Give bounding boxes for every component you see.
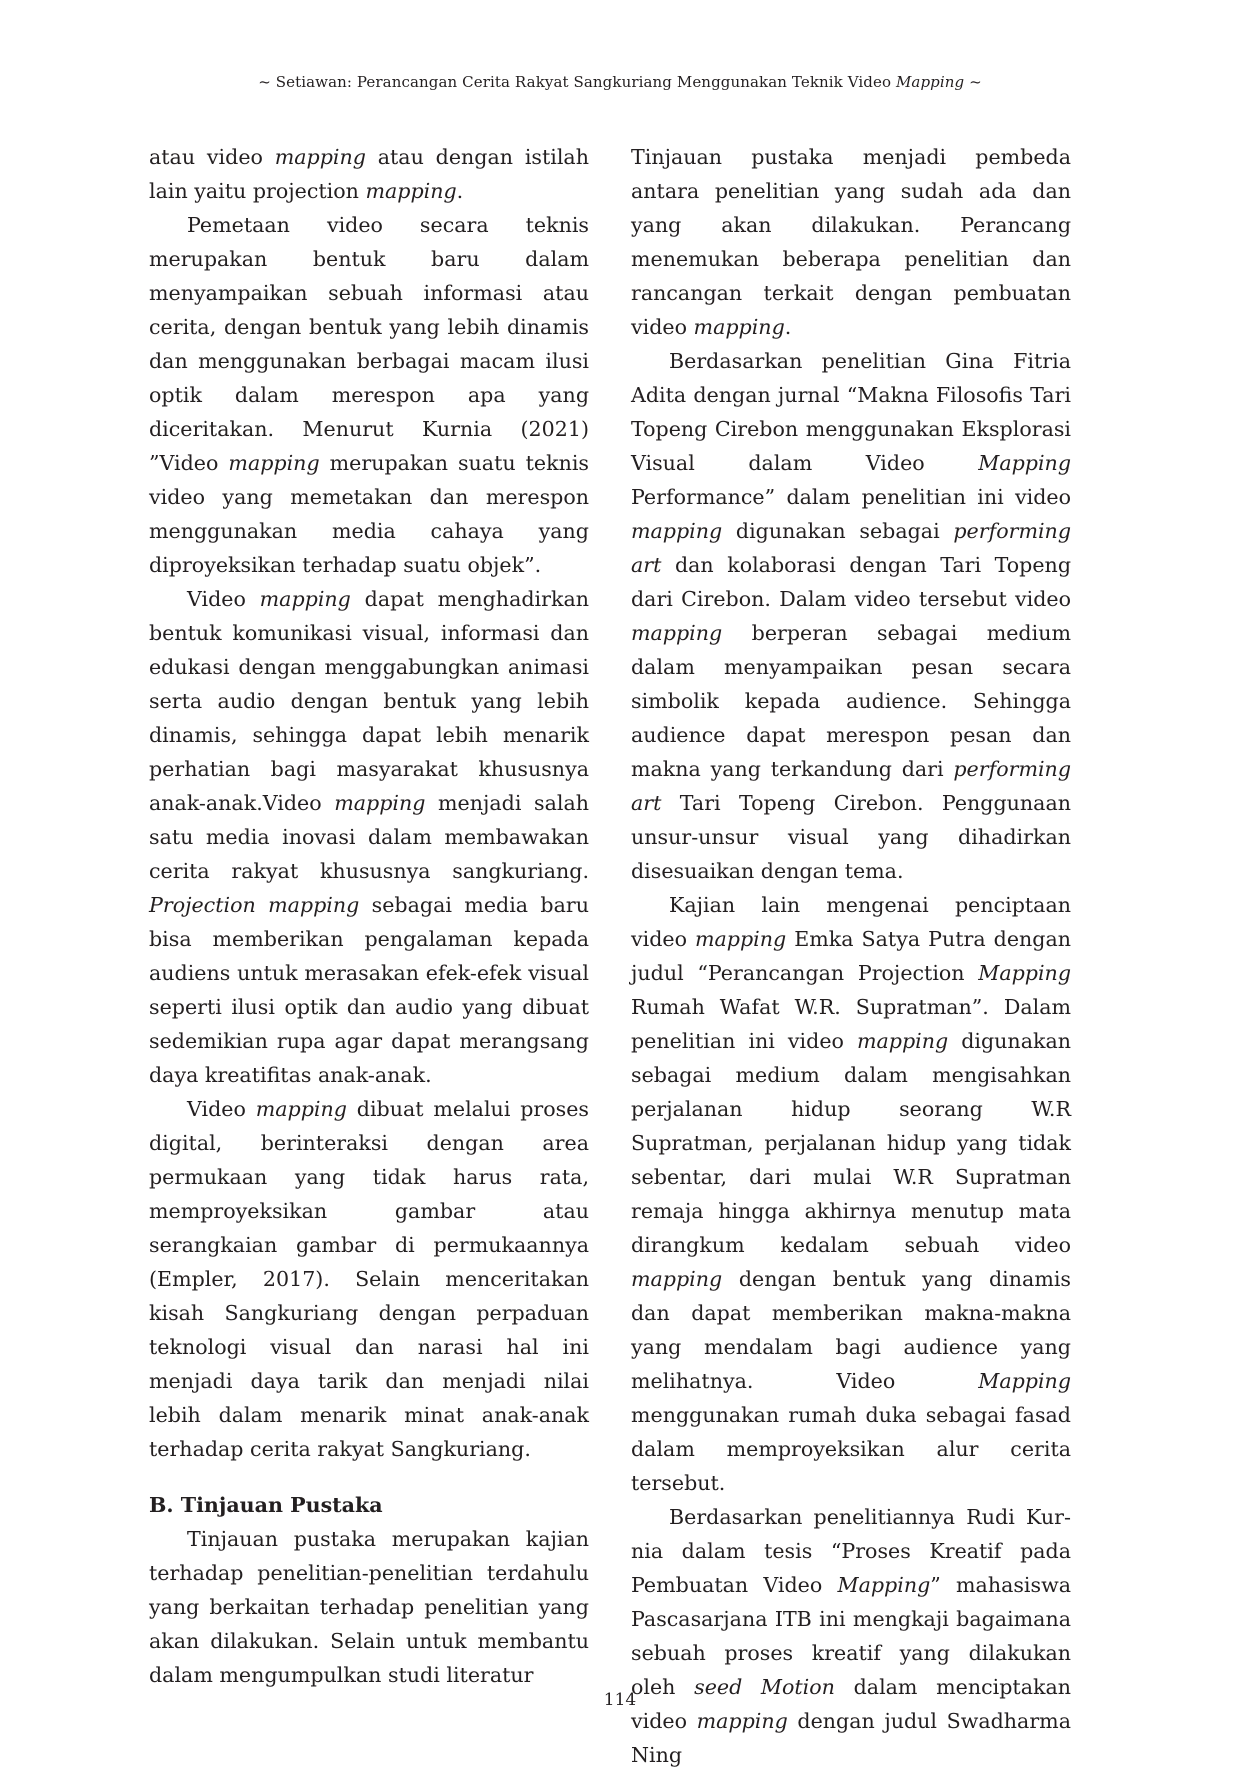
- italic-text: performing art: [631, 519, 1071, 577]
- italic-text: mapping: [334, 791, 426, 815]
- text-run: Emka Satya Putra dengan judul “Perancangan Projection: [631, 927, 1071, 985]
- text-run: Video: [187, 1097, 256, 1121]
- text-run: dengan judul Swadharma Ning: [631, 1709, 1071, 1767]
- italic-text: mapping: [631, 621, 723, 645]
- italic-text: performing art: [631, 757, 1071, 815]
- section-heading: B. Tinjauan Pustaka: [149, 1493, 383, 1517]
- italic-text: mapping: [695, 927, 787, 951]
- text-run: Performance” dalam penelitian ini video: [631, 485, 1071, 509]
- text-run: .: [456, 179, 464, 203]
- text-run: menggunakan rumah duka sebagai fasad dalam memproyeksikan alur cerita tersebut.: [631, 1403, 1071, 1495]
- text-run: dibuat melalui proses digital, berinteraksi dengan area permukaan yang tidak harus rata, memproyeksikan gambar atau serangkaian gambar di permukaannya (Empler, 2017). Selain menceritakan kisah Sangkuriang dengan perpaduan teknologi visual dan narasi hal ini menjadi daya tarik dan menjadi nilai lebih dalam menarik minat anak-anak terhadap cerita rakyat Sangkuriang.: [149, 1097, 589, 1461]
- left-column: [149, 140, 589, 1692]
- text-run: merupakan suatu teknis video yang memetakan dan merespon menggunakan media cahaya yang diproyeksikan terhadap suatu objek”.: [149, 451, 589, 577]
- running-title-italic: Mapping: [895, 73, 965, 91]
- text-run: Video: [187, 587, 260, 611]
- text-run: dalam menciptakan video: [631, 1675, 1071, 1733]
- italic-text: mapping: [365, 179, 457, 203]
- italic-text: mapping: [856, 1029, 949, 1053]
- running-title-prefix: ~ Setiawan: Perancangan Cerita Rakyat Sangkuriang Menggunakan Teknik Video: [258, 73, 896, 91]
- text-run: atau dengan istilah lain yaitu projection: [149, 145, 589, 203]
- text-run: Berdasarkan penelitiannya Rudi Kurnia dalam tesis “Proses Kreatif pada Pembuatan Video: [631, 1505, 1071, 1597]
- right-column: [631, 140, 1071, 1772]
- text-run: Tari Topeng Cirebon. Penggunaan unsur-unsur visual yang dihadirkan disesuaikan dengan tema.: [631, 791, 1071, 883]
- text-run: Rumah Wafat W.R. Supratman”. Dalam penelitian ini video: [631, 995, 1071, 1053]
- text-run: ” mahasiswa Pascasarjana ITB ini mengkaji bagaimana sebuah proses kreatif yang dilakukan oleh: [631, 1573, 1071, 1699]
- paragraph: [149, 140, 589, 208]
- text-run: digunakan sebagai medium dalam mengisahkan perjalanan hidup seorang W.R Supratman, perjalanan hidup yang tidak sebentar, dari mulai W.R Supratman remaja hingga akhirnya menutup mata dirangkum kedalam sebuah video: [631, 1029, 1071, 1257]
- paragraph: [631, 1500, 1071, 1772]
- italic-text: seed Motion: [694, 1675, 835, 1699]
- text-run: dan kolaborasi dengan Tari Topeng dari Cirebon. Dalam video tersebut video: [631, 553, 1071, 611]
- italic-text: mapping: [274, 145, 366, 169]
- italic-text: mapping: [631, 1267, 723, 1291]
- text-run: Berdasarkan penelitian Gina Fitria Adita dengan jurnal “Makna Filosofis Tari Topeng Cirebon menggunakan Eksplorasi Visual dalam Video: [631, 349, 1071, 475]
- text-run: digunakan sebagai: [722, 519, 954, 543]
- paragraph: [631, 888, 1071, 1500]
- text-run: atau video: [149, 145, 275, 169]
- paragraph: [631, 344, 1071, 888]
- text-run: berperan sebagai medium dalam menyampaikan pesan secara simbolik kepada audience. Sehingga audience dapat merespon pesan dan makna yang terkandung dari: [631, 621, 1071, 781]
- italic-text: mapping: [255, 1097, 347, 1121]
- running-header: [0, 73, 1240, 91]
- italic-text: Mapping: [837, 1573, 931, 1597]
- running-title-suffix: ~: [964, 73, 982, 91]
- italic-text: mapping: [631, 519, 723, 543]
- paragraph: [631, 140, 1071, 344]
- page-number: 114: [603, 1690, 637, 1710]
- paragraph: [149, 208, 589, 582]
- text-run: menjadi salah satu media inovasi dalam membawakan cerita rakyat khususnya sangkuriang.: [149, 791, 589, 883]
- italic-text: Mapping: [978, 1369, 1071, 1393]
- italic-text: Mapping: [978, 451, 1071, 475]
- italic-text: mapping: [228, 451, 320, 475]
- text-run: Kajian lain mengenai penciptaan video: [631, 893, 1071, 951]
- paragraph: [149, 582, 589, 1092]
- text-run: Tinjauan pustaka merupakan kajian terhadap penelitian-penelitian terdahulu yang berkaitan terhadap penelitian yang akan dilakukan. Selain untuk membantu dalam mengumpulkan studi literatur: [149, 1527, 589, 1687]
- italic-text: mapping: [259, 587, 351, 611]
- italic-text: Projection mapping: [149, 893, 360, 917]
- text-run: sebagai media baru bisa memberikan pengalaman kepada audiens untuk merasakan efek-efek visual seperti ilusi optik dan audio yang dibuat sedemikian rupa agar dapat merangsang daya kreatifitas anak-anak.: [149, 893, 590, 1087]
- text-run: dengan bentuk yang dinamis dan dapat memberikan makna-makna yang mendalam bagi audience yang melihatnya. Video: [631, 1267, 1071, 1393]
- italic-text: mapping: [693, 315, 785, 339]
- text-run: dapat menghadirkan bentuk komunikasi visual, informasi dan edukasi dengan menggabungkan animasi serta audio dengan bentuk yang lebih dinamis, sehingga dapat lebih menarik perhatian bagi masyarakat khususnya anak-anak.Video: [149, 587, 589, 815]
- italic-text: Mapping: [978, 961, 1071, 985]
- text-run: Tinjauan pustaka menjadi pembeda antara penelitian yang sudah ada dan yang akan dilakukan. Perancang menemukan beberapa penelitian dan rancangan terkait dengan pembuatan video: [631, 145, 1071, 339]
- paragraph: [149, 1092, 589, 1466]
- text-run: .: [784, 315, 792, 339]
- paragraph: [149, 1522, 589, 1692]
- text-run: Pemetaan video secara teknis merupakan bentuk baru dalam menyampaikan sebuah informasi atau cerita, dengan bentuk yang lebih dinamis dan menggunakan berbagai macam ilusi optik dalam merespon apa yang diceritakan. Menurut Kurnia (2021) ”Video: [149, 213, 589, 475]
- italic-text: mapping: [696, 1709, 788, 1733]
